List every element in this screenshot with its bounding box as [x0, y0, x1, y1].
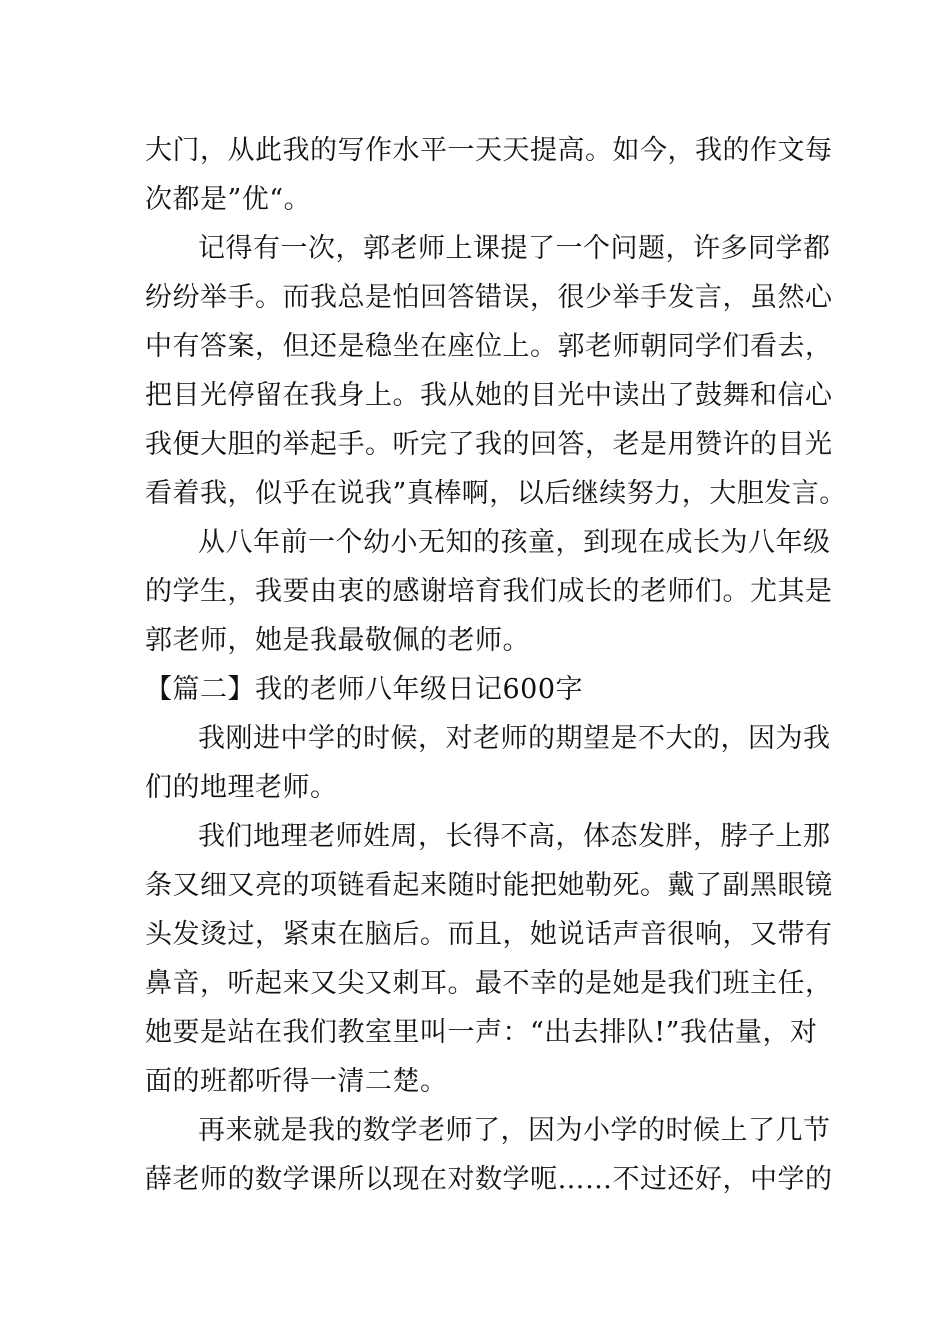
paragraph-start-line: 从八年前一个幼小无知的孩童，到现在成长为八年级 — [198, 527, 831, 558]
text-line: 鼻音，听起来又尖又刺耳。最不幸的是她是我们班主任， — [145, 968, 833, 999]
paragraph-start-line: 我刚进中学的时候，对老师的期望是不大的，因为我 — [198, 723, 831, 754]
text-line: 条又细又亮的项链看起来随时能把她勒死。戴了副黑眼镜 — [145, 870, 833, 901]
text-line: 纷纷举手。而我总是怕回答错误，很少举手发言，虽然心 — [145, 282, 833, 313]
text-line: 面的班都听得一清二楚。 — [145, 1066, 448, 1097]
paragraph-start-line: 再来就是我的数学老师了，因为小学的时候上了几节 — [198, 1115, 831, 1146]
section-heading: 【篇二】我的老师八年级日记600字 — [145, 674, 584, 705]
text-line: 的学生，我要由衷的感谢培育我们成长的老师们。尤其是 — [145, 576, 833, 607]
text-line: 们的地理老师。 — [145, 772, 338, 803]
text-line: 我便大胆的举起手。听完了我的回答，老是用赞许的目光 — [145, 429, 833, 460]
text-line: 大门，从此我的写作水平一天天提高。如今，我的作文每 — [145, 135, 833, 166]
text-line: 中有答案，但还是稳坐在座位上。郭老师朝同学们看去， — [145, 331, 833, 362]
text-line: 把目光停留在我身上。我从她的目光中读出了鼓舞和信心 — [145, 380, 833, 411]
text-line: 次都是”优“。 — [145, 184, 312, 215]
text-line: 她要是站在我们教室里叫一声：“出去排队!”我估量，对 — [145, 1017, 818, 1048]
text-line: 郭老师，她是我最敬佩的老师。 — [145, 625, 530, 656]
paragraph-start-line: 记得有一次，郭老师上课提了一个问题，许多同学都 — [198, 233, 831, 264]
paragraph-start-line: 我们地理老师姓周，长得不高，体态发胖，脖子上那 — [198, 821, 831, 852]
text-line: 看着我，似乎在说我”真棒啊，以后继续努力，大胆发言。 — [145, 478, 847, 509]
text-line: 薛老师的数学课所以现在对数学呃……不过还好，中学的 — [145, 1164, 833, 1195]
text-line: 头发烫过，紧束在脑后。而且，她说话声音很响，又带有 — [145, 919, 833, 950]
